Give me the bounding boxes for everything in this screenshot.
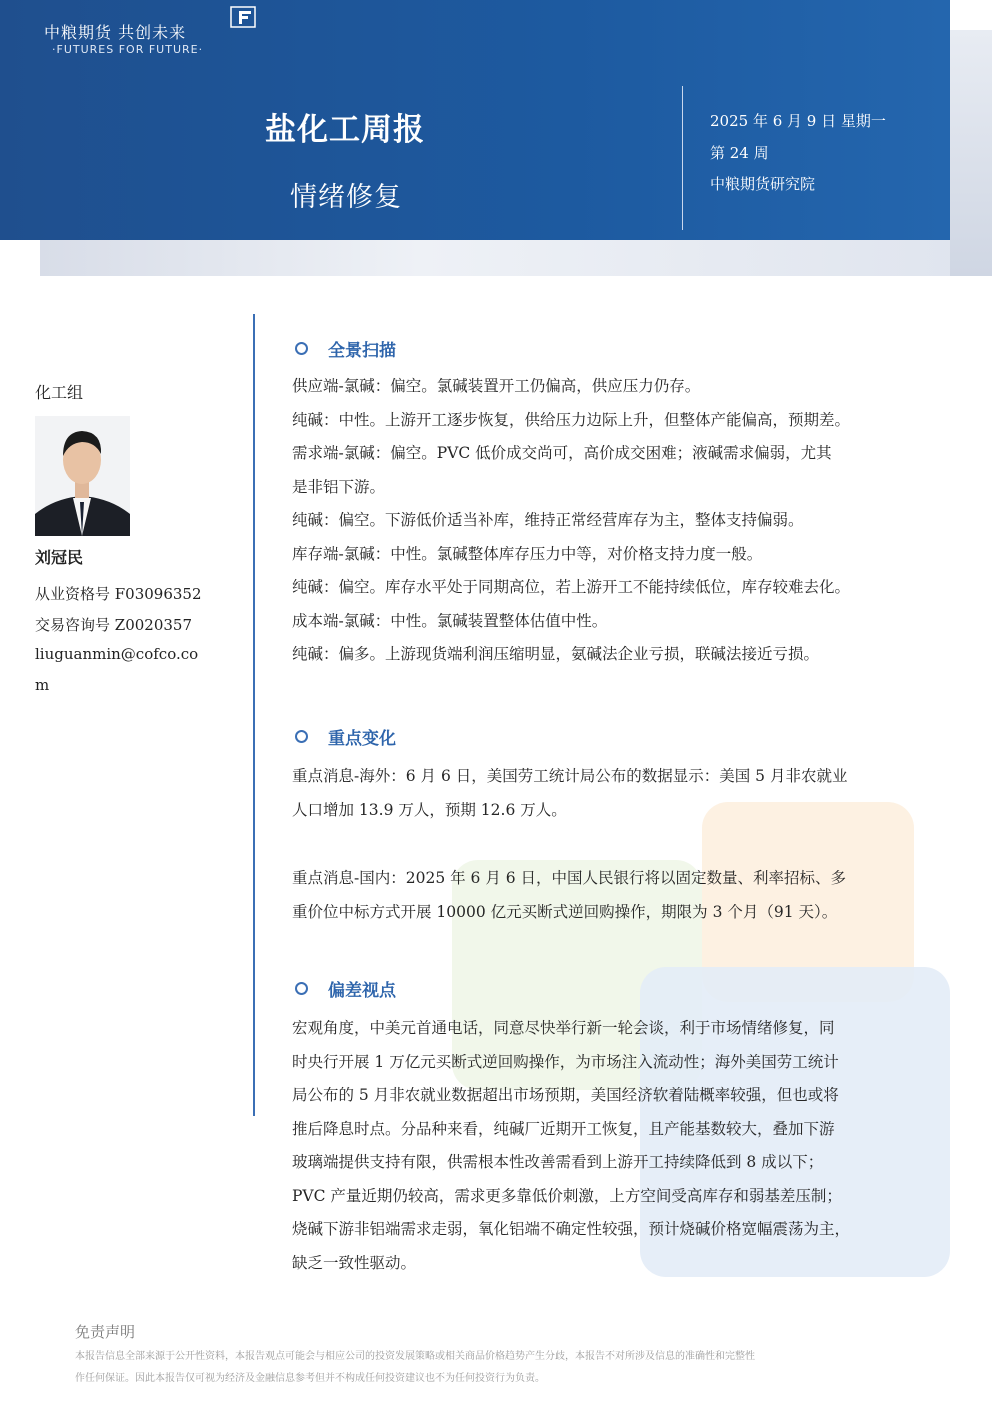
header-divider [682, 86, 683, 230]
disclaimer-text [75, 1346, 927, 1390]
overview-line: 成本端-氯碱：中性。氯碱装置整体估值中性。 [292, 611, 608, 630]
report-date: 2025 年 6 月 9 日 星期一 [710, 112, 886, 130]
section-heading-text: 重点变化 [328, 729, 396, 749]
disclaimer-line: 作任何保证。因此本报告仅可视为经济及金融信息参考但并不构成任何投资建议也不为任何投资行为负责。 [75, 1373, 545, 1384]
disclaimer-title: 免责声明 [75, 1323, 136, 1341]
changes-line: 重点消息-国内：2025 年 6 月 6 日，中国人民银行将以固定数量、利率招标、多 [292, 869, 847, 887]
view-line: PVC 产量近期仍较高，需求更多靠低价刺激，上方空间受高库存和弱基差压制； [292, 1186, 842, 1205]
changes-domestic-paragraph [292, 862, 932, 929]
author-photo [35, 416, 130, 536]
overview-paragraph [292, 370, 932, 672]
author-qualification: 从业资格号 F03096352 [35, 585, 202, 603]
author-team: 化工组 [35, 383, 84, 402]
overview-line: 供应端-氯碱：偏空。氯碱装置开工仍偏高，供应压力仍存。 [292, 377, 701, 395]
view-line: 缺乏一致性驱动。 [292, 1253, 417, 1272]
overview-line: 纯碱：偏空。下游低价适当补库，维持正常经营库存为主，整体支持偏弱。 [292, 511, 804, 529]
view-line: 推后降息时点。分品种来看，纯碱厂近期开工恢复，且产能基数较大，叠加下游 [292, 1119, 835, 1138]
report-week: 第 24 周 [710, 144, 769, 162]
bullet-circle-icon [295, 982, 308, 995]
logo-slogan: ·FUTURES FOR FUTURE· [52, 43, 204, 56]
author-name: 刘冠民 [35, 548, 84, 567]
changes-line: 重价位中标方式开展 10000 亿元买断式逆回购操作，期限为 3 个月（91 天）。 [292, 902, 838, 921]
changes-line: 人口增加 13.9 万人，预期 12.6 万人。 [292, 800, 567, 819]
section-heading-overview [295, 336, 396, 361]
sidebar-divider [253, 314, 255, 1116]
overview-line: 库存端-氯碱：中性。氯碱整体库存压力中等，对价格支持力度一般。 [292, 544, 763, 563]
logo-text: 中粮期货 共创未来 [44, 23, 187, 42]
report-subtitle: 情绪修复 [290, 182, 402, 213]
changes-overseas-paragraph [292, 760, 932, 827]
view-line: 玻璃端提供支持有限，供需根本性改善需看到上游开工持续降低到 8 成以下； [292, 1153, 824, 1171]
overview-line: 是非铝下游。 [292, 477, 386, 496]
author-email-cont: m [35, 676, 50, 694]
view-line: 时央行开展 1 万亿元买断式逆回购操作，为市场注入流动性；海外美国劳工统计 [292, 1052, 839, 1071]
bullet-circle-icon [295, 342, 308, 355]
disclaimer-line: 本报告信息全部来源于公开性资料，本报告观点可能会与相应公司的投资发展策略或相关商品价格趋势产生分歧，本报告不对所涉及信息的准确性和完整性 [75, 1351, 755, 1362]
section-heading-view [295, 976, 396, 1001]
section-heading-text: 全景扫描 [328, 341, 396, 361]
view-line: 宏观角度，中美元首通电话，同意尽快举行新一轮会谈，利于市场情绪修复，同 [292, 1019, 835, 1037]
banner-side-image [950, 30, 992, 276]
overview-line: 纯碱：偏空。库存水平处于同期高位，若上游开工不能持续低位，库存较难去化。 [292, 578, 851, 596]
logo-icon [230, 6, 256, 28]
section-heading-changes [295, 724, 396, 749]
overview-line: 需求端-氯碱：偏空。PVC 低价成交尚可，高价成交困难；液碱需求偏弱，尤其 [292, 444, 832, 462]
banner-image-strip [40, 240, 992, 276]
section-heading-text: 偏差视点 [328, 981, 396, 1001]
view-paragraph [292, 1012, 932, 1280]
author-email: liuguanmin@cofco.co [35, 645, 199, 663]
overview-line: 纯碱：偏多。上游现货端利润压缩明显，氨碱法企业亏损，联碱法接近亏损。 [292, 645, 820, 663]
view-line: 烧碱下游非铝端需求走弱，氧化铝端不确定性较强，预计烧碱价格宽幅震荡为主， [292, 1220, 851, 1238]
bullet-circle-icon [295, 730, 308, 743]
report-institute: 中粮期货研究院 [710, 175, 816, 193]
changes-line: 重点消息-海外：6 月 6 日，美国劳工统计局公布的数据显示：美国 5 月非农就业 [292, 767, 848, 785]
author-consulting-number: 交易咨询号 Z0020357 [35, 616, 192, 634]
view-line: 局公布的 5 月非农就业数据超出市场预期，美国经济软着陆概率较强，但也或将 [292, 1086, 839, 1104]
overview-line: 纯碱：中性。上游开工逐步恢复，供给压力边际上升，但整体产能偏高，预期差。 [292, 410, 851, 429]
report-title: 盐化工周报 [265, 112, 425, 148]
